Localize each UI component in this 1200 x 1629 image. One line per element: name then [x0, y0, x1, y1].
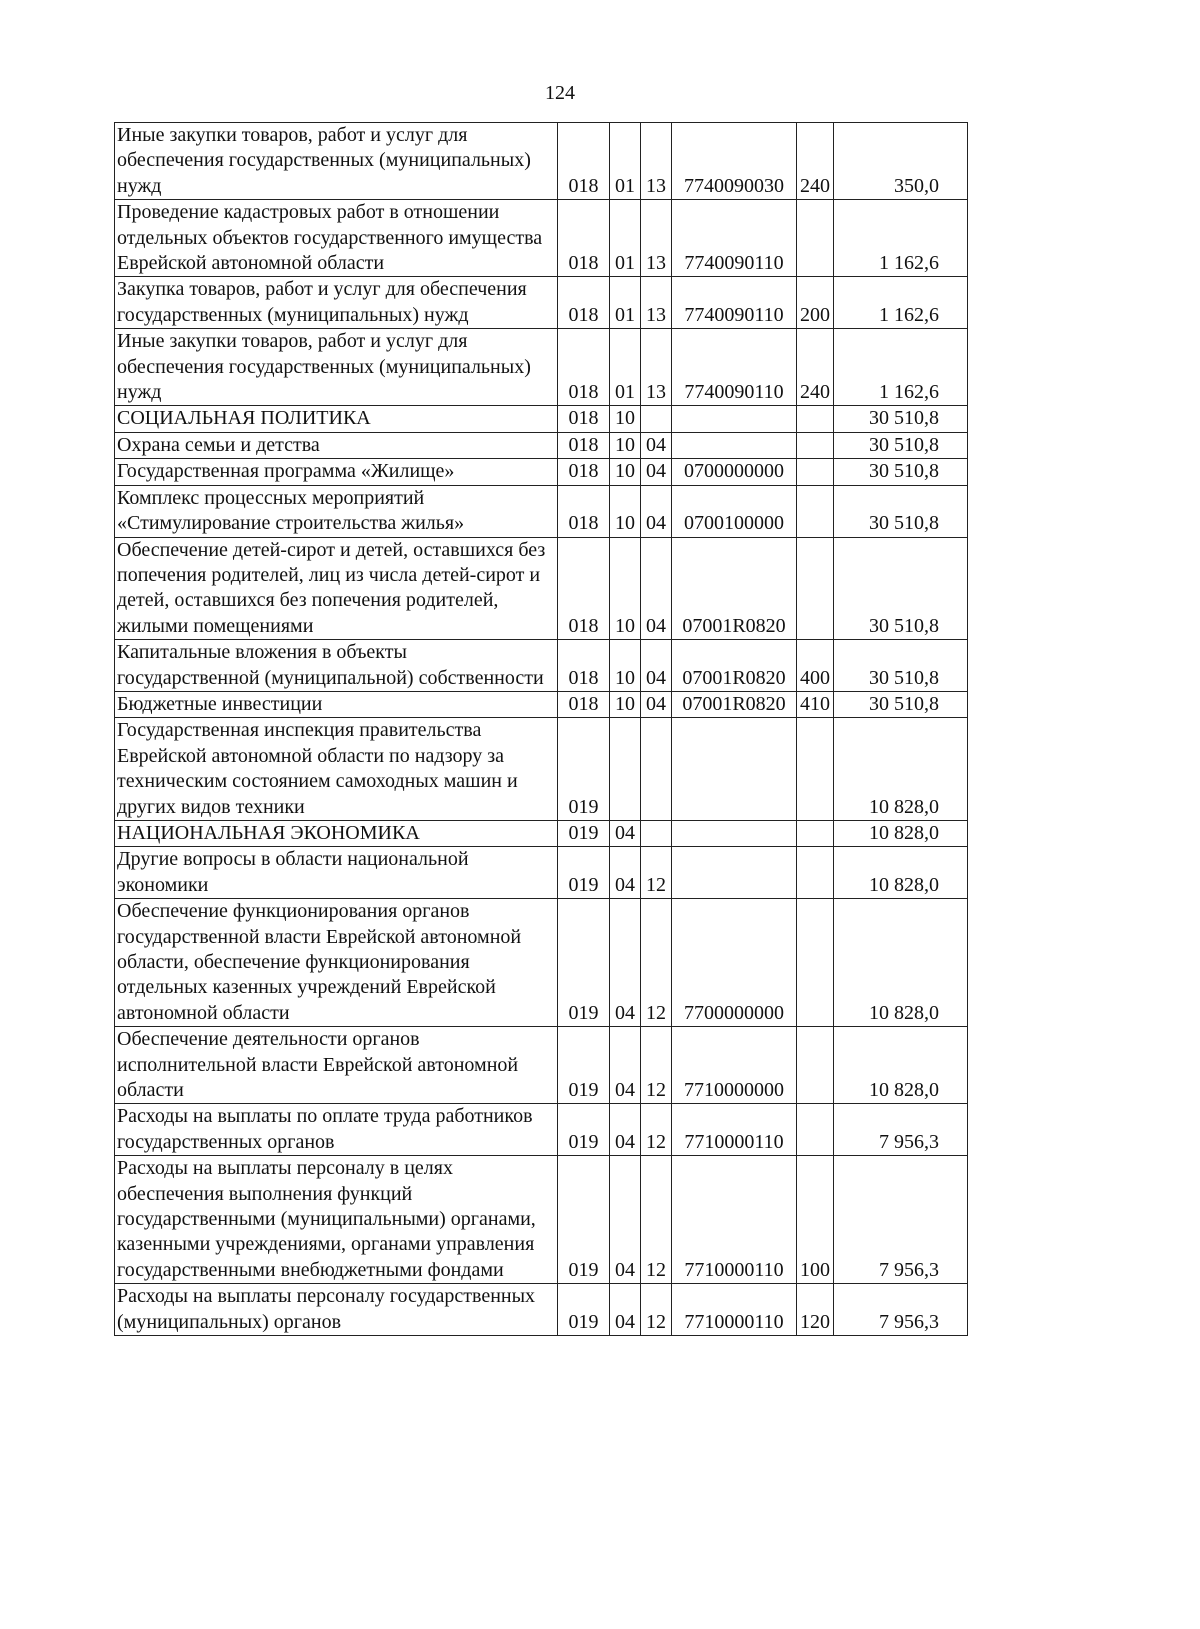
row-pr-cell: 12 [641, 1027, 672, 1104]
row-cs-cell [672, 847, 797, 899]
row-name-cell: Закупка товаров, работ и услуг для обеспечения государственных (муниципальных) нужд [115, 277, 558, 329]
row-name-cell: Расходы на выплаты по оплате труда работников государственных органов [115, 1104, 558, 1156]
row-vr-cell [797, 899, 834, 1027]
row-pr-cell: 12 [641, 1104, 672, 1156]
row-rz-cell: 10 [610, 459, 641, 485]
table-row [115, 1284, 968, 1336]
row-rz-cell [610, 718, 641, 821]
row-name-cell: Расходы на выплаты персоналу в целях обеспечения выполнения функций государственными (муниципальными) органами, казенными учреждениями, органами управления государственными внебюджетными фондами [115, 1156, 558, 1284]
row-name-cell: Иные закупки товаров, работ и услуг для обеспечения государственных (муниципальных) нужд [115, 123, 558, 200]
row-vr-cell: 120 [797, 1284, 834, 1336]
row-name-cell: Обеспечение деятельности органов исполнительной власти Еврейской автономной области [115, 1027, 558, 1104]
row-cs-cell: 07001R0820 [672, 691, 797, 717]
row-cs-cell: 7710000110 [672, 1284, 797, 1336]
row-sum-cell: 30 510,8 [834, 485, 968, 537]
row-cs-cell: 7710000110 [672, 1104, 797, 1156]
row-cs-cell: 07001R0820 [672, 640, 797, 692]
row-pr-cell: 12 [641, 899, 672, 1027]
row-name-cell: Обеспечение функционирования органов государственной власти Еврейской автономной области, обеспечение функционирования отдельных казенных учреждений Еврейской автономной области [115, 899, 558, 1027]
row-vr-cell [797, 485, 834, 537]
row-rz-cell: 01 [610, 200, 641, 277]
row-vr-cell [797, 432, 834, 458]
row-gr-cell: 018 [558, 200, 610, 277]
row-gr-cell: 018 [558, 691, 610, 717]
row-vr-cell [797, 718, 834, 821]
table-row [115, 899, 968, 1027]
row-name-cell: Иные закупки товаров, работ и услуг для обеспечения государственных (муниципальных) нужд [115, 329, 558, 406]
row-rz-cell: 10 [610, 432, 641, 458]
row-gr-cell: 018 [558, 277, 610, 329]
row-cs-cell: 7710000110 [672, 1156, 797, 1284]
row-sum-cell: 10 828,0 [834, 718, 968, 821]
row-sum-cell: 30 510,8 [834, 432, 968, 458]
row-cs-cell: 7700000000 [672, 899, 797, 1027]
row-cs-cell [672, 820, 797, 846]
table-row [115, 485, 968, 537]
table-row [115, 1027, 968, 1104]
table-row [115, 820, 968, 846]
table-row [115, 200, 968, 277]
row-gr-cell: 019 [558, 820, 610, 846]
table-row [115, 123, 968, 200]
row-pr-cell [641, 406, 672, 432]
table-row [115, 847, 968, 899]
row-rz-cell: 10 [610, 537, 641, 640]
row-vr-cell [797, 406, 834, 432]
row-rz-cell: 04 [610, 1156, 641, 1284]
row-cs-cell: 7740090110 [672, 329, 797, 406]
row-name-cell: Расходы на выплаты персоналу государственных (муниципальных) органов [115, 1284, 558, 1336]
row-sum-cell: 10 828,0 [834, 899, 968, 1027]
row-vr-cell [797, 1027, 834, 1104]
row-rz-cell: 04 [610, 899, 641, 1027]
row-rz-cell: 04 [610, 1104, 641, 1156]
row-vr-cell [797, 459, 834, 485]
table-row [115, 432, 968, 458]
row-rz-cell: 01 [610, 277, 641, 329]
row-rz-cell: 04 [610, 1284, 641, 1336]
row-sum-cell: 10 828,0 [834, 820, 968, 846]
row-gr-cell: 019 [558, 1284, 610, 1336]
row-sum-cell: 1 162,6 [834, 277, 968, 329]
row-rz-cell: 01 [610, 329, 641, 406]
row-pr-cell: 12 [641, 1156, 672, 1284]
row-gr-cell: 018 [558, 406, 610, 432]
row-cs-cell: 07001R0820 [672, 537, 797, 640]
table-row [115, 640, 968, 692]
row-sum-cell: 30 510,8 [834, 406, 968, 432]
row-pr-cell [641, 820, 672, 846]
row-rz-cell: 10 [610, 691, 641, 717]
row-vr-cell: 240 [797, 329, 834, 406]
row-pr-cell: 13 [641, 277, 672, 329]
row-pr-cell: 04 [641, 537, 672, 640]
row-sum-cell: 1 162,6 [834, 329, 968, 406]
row-gr-cell: 019 [558, 1104, 610, 1156]
row-vr-cell [797, 847, 834, 899]
table-row [115, 537, 968, 640]
table-row [115, 277, 968, 329]
row-name-cell: Капитальные вложения в объекты государственной (муниципальной) собственности [115, 640, 558, 692]
table-row [115, 1156, 968, 1284]
row-gr-cell: 018 [558, 459, 610, 485]
row-sum-cell: 30 510,8 [834, 691, 968, 717]
row-pr-cell: 04 [641, 640, 672, 692]
table-row [115, 691, 968, 717]
row-sum-cell: 30 510,8 [834, 640, 968, 692]
row-sum-cell: 10 828,0 [834, 847, 968, 899]
row-vr-cell [797, 200, 834, 277]
row-name-cell: Обеспечение детей-сирот и детей, оставшихся без попечения родителей, лиц из числа детей-сирот и детей, оставшихся без попечения родителей, жилыми помещениями [115, 537, 558, 640]
row-cs-cell: 7740090110 [672, 200, 797, 277]
row-sum-cell: 7 956,3 [834, 1284, 968, 1336]
budget-table [114, 122, 968, 1336]
table-row [115, 718, 968, 821]
row-vr-cell: 200 [797, 277, 834, 329]
row-cs-cell: 7710000000 [672, 1027, 797, 1104]
table-row [115, 459, 968, 485]
row-gr-cell: 019 [558, 899, 610, 1027]
page-number: 124 [545, 82, 575, 104]
row-name-cell: Государственная инспекция правительства Еврейской автономной области по надзору за техническим состоянием самоходных машин и других видов техники [115, 718, 558, 821]
row-vr-cell: 410 [797, 691, 834, 717]
row-name-cell: Охрана семьи и детства [115, 432, 558, 458]
table-row [115, 329, 968, 406]
row-cs-cell [672, 432, 797, 458]
row-cs-cell: 0700100000 [672, 485, 797, 537]
row-rz-cell: 04 [610, 1027, 641, 1104]
row-sum-cell: 7 956,3 [834, 1104, 968, 1156]
budget-table-body [115, 123, 968, 1336]
row-pr-cell: 04 [641, 485, 672, 537]
row-vr-cell: 400 [797, 640, 834, 692]
row-gr-cell: 019 [558, 1027, 610, 1104]
row-vr-cell: 240 [797, 123, 834, 200]
row-vr-cell [797, 820, 834, 846]
row-pr-cell: 12 [641, 1284, 672, 1336]
row-gr-cell: 019 [558, 847, 610, 899]
row-gr-cell: 018 [558, 485, 610, 537]
row-cs-cell: 0700000000 [672, 459, 797, 485]
row-gr-cell: 019 [558, 718, 610, 821]
row-name-cell: Другие вопросы в области национальной экономики [115, 847, 558, 899]
row-sum-cell: 30 510,8 [834, 537, 968, 640]
row-gr-cell: 018 [558, 123, 610, 200]
row-pr-cell: 13 [641, 200, 672, 277]
row-name-cell: СОЦИАЛЬНАЯ ПОЛИТИКА [115, 406, 558, 432]
row-rz-cell: 04 [610, 847, 641, 899]
row-pr-cell: 04 [641, 691, 672, 717]
row-sum-cell: 30 510,8 [834, 459, 968, 485]
row-name-cell: НАЦИОНАЛЬНАЯ ЭКОНОМИКА [115, 820, 558, 846]
row-rz-cell: 10 [610, 406, 641, 432]
row-gr-cell: 018 [558, 329, 610, 406]
row-gr-cell: 018 [558, 432, 610, 458]
row-sum-cell: 350,0 [834, 123, 968, 200]
row-rz-cell: 04 [610, 820, 641, 846]
row-pr-cell: 04 [641, 432, 672, 458]
row-gr-cell: 019 [558, 1156, 610, 1284]
row-sum-cell: 10 828,0 [834, 1027, 968, 1104]
row-vr-cell [797, 537, 834, 640]
row-cs-cell: 7740090030 [672, 123, 797, 200]
row-gr-cell: 018 [558, 537, 610, 640]
row-vr-cell: 100 [797, 1156, 834, 1284]
row-pr-cell: 12 [641, 847, 672, 899]
row-name-cell: Бюджетные инвестиции [115, 691, 558, 717]
table-row [115, 406, 968, 432]
row-cs-cell [672, 718, 797, 821]
row-sum-cell: 1 162,6 [834, 200, 968, 277]
row-name-cell: Проведение кадастровых работ в отношении отдельных объектов государственного имущества Еврейской автономной области [115, 200, 558, 277]
row-gr-cell: 018 [558, 640, 610, 692]
row-pr-cell: 13 [641, 123, 672, 200]
row-rz-cell: 01 [610, 123, 641, 200]
row-vr-cell [797, 1104, 834, 1156]
row-pr-cell [641, 718, 672, 821]
row-name-cell: Комплекс процессных мероприятий «Стимулирование строительства жилья» [115, 485, 558, 537]
row-name-cell: Государственная программа «Жилище» [115, 459, 558, 485]
row-rz-cell: 10 [610, 640, 641, 692]
row-rz-cell: 10 [610, 485, 641, 537]
row-cs-cell: 7740090110 [672, 277, 797, 329]
row-pr-cell: 04 [641, 459, 672, 485]
row-sum-cell: 7 956,3 [834, 1156, 968, 1284]
row-cs-cell [672, 406, 797, 432]
table-row [115, 1104, 968, 1156]
row-pr-cell: 13 [641, 329, 672, 406]
